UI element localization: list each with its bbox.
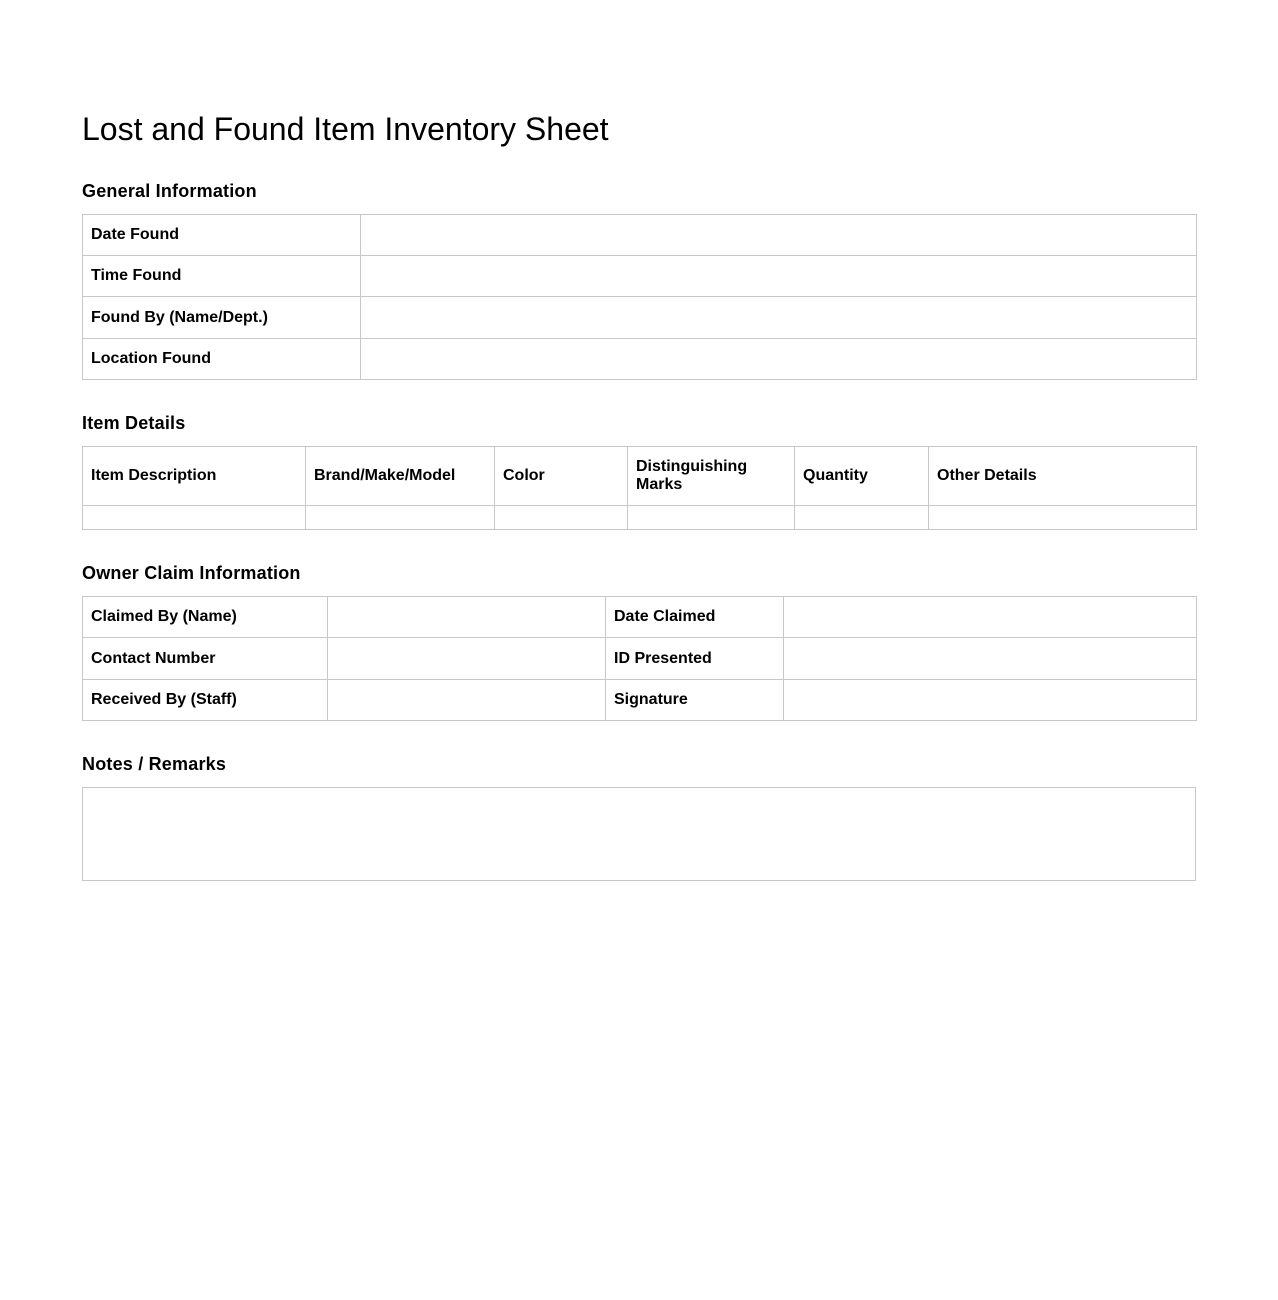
location-found-field[interactable]: [361, 339, 1197, 380]
id-presented-field[interactable]: [784, 638, 1197, 680]
item-header-row: [83, 447, 1197, 506]
general-info-heading: General Information: [82, 181, 257, 201]
quantity-cell[interactable]: [795, 506, 929, 530]
received-by-label: Received By (Staff): [83, 680, 328, 721]
item-row: [83, 506, 1197, 530]
received-by-field[interactable]: [328, 680, 606, 721]
color-cell[interactable]: [495, 506, 628, 530]
general-row: [83, 339, 1197, 380]
notes-box[interactable]: [82, 787, 1196, 881]
signature-field[interactable]: [784, 680, 1197, 721]
item-description-cell[interactable]: [83, 506, 306, 530]
id-presented-label: ID Presented: [606, 638, 784, 680]
other-details-header: Other Details: [929, 447, 1197, 506]
item-description-header: Item Description: [83, 447, 306, 506]
location-found-label: Location Found: [83, 339, 361, 380]
signature-label: Signature: [606, 680, 784, 721]
quantity-header: Quantity: [795, 447, 929, 506]
other-details-cell[interactable]: [929, 506, 1197, 530]
contact-number-field[interactable]: [328, 638, 606, 680]
general-row: [83, 215, 1197, 256]
claimed-by-label: Claimed By (Name): [83, 597, 328, 638]
notes-heading: Notes / Remarks: [82, 754, 227, 774]
time-found-field[interactable]: [361, 256, 1197, 297]
claimed-by-field[interactable]: [328, 597, 606, 638]
claim-row: [83, 680, 1197, 721]
contact-number-label: Contact Number: [83, 638, 328, 680]
general-row: [83, 297, 1197, 339]
brand-make-model-header: Brand/Make/Model: [306, 447, 495, 506]
distinguishing-marks-cell[interactable]: [628, 506, 795, 530]
found-by-field[interactable]: [361, 297, 1197, 339]
page-title: Lost and Found Item Inventory Sheet: [82, 111, 609, 147]
found-by-label: Found By (Name/Dept.): [83, 297, 361, 339]
date-claimed-label: Date Claimed: [606, 597, 784, 638]
claim-row: [83, 597, 1197, 638]
date-found-label: Date Found: [83, 215, 361, 256]
general-row: [83, 256, 1197, 297]
time-found-label: Time Found: [83, 256, 361, 297]
owner-claim-heading: Owner Claim Information: [82, 563, 301, 583]
distinguishing-marks-header: Distinguishing Marks: [628, 447, 795, 506]
item-details-table: [82, 446, 1197, 530]
item-details-heading: Item Details: [82, 413, 186, 433]
date-claimed-field[interactable]: [784, 597, 1197, 638]
color-header: Color: [495, 447, 628, 506]
claim-row: [83, 638, 1197, 680]
brand-make-model-cell[interactable]: [306, 506, 495, 530]
general-info-table: [82, 214, 1197, 380]
date-found-field[interactable]: [361, 215, 1197, 256]
owner-claim-table: [82, 596, 1197, 721]
